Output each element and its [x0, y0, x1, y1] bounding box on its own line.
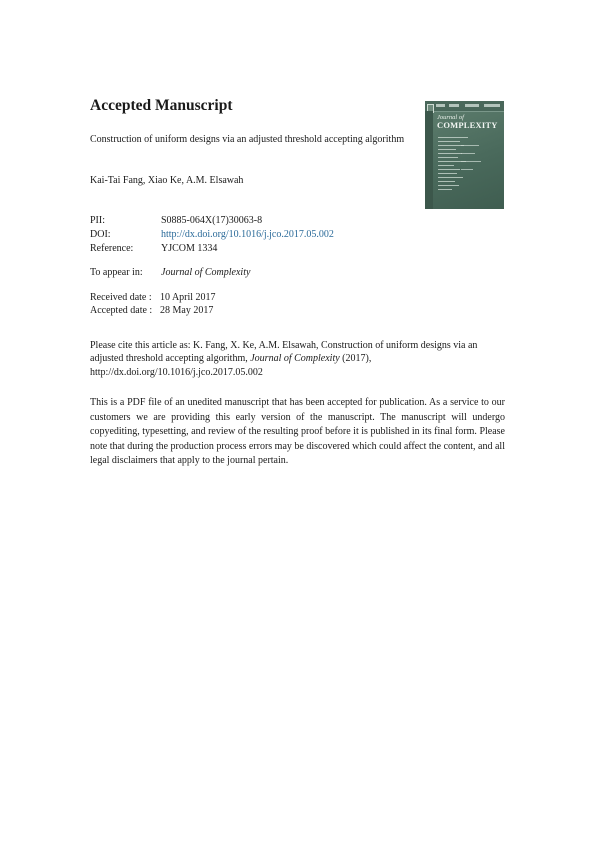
cover-journal-of: Journal of: [437, 114, 464, 121]
pii-value: S0885-064X(17)30063-8: [161, 215, 263, 226]
received-value: 10 April 2017: [160, 292, 216, 303]
citation-paragraph: [90, 339, 510, 379]
appear-journal: Journal of Complexity: [161, 267, 251, 278]
authors: Kai-Tai Fang, Xiao Ke, A.M. Elsawah: [90, 175, 244, 186]
citation-journal: Journal of Complexity: [250, 353, 340, 365]
cover-side-strip: [425, 111, 433, 209]
pii-label: PII:: [90, 215, 105, 226]
citation-text: Please cite this article as: K. Fang, X. Ke, A.M. Elsawah, Construction of uniform designs via an adjusted threshold accepting algorithm,: [90, 340, 478, 365]
citation-doi: (2017), http://dx.doi.org/10.1016/j.jco.2017.05.002: [90, 353, 372, 378]
cover-journal-name: COMPLEXITY: [437, 120, 498, 130]
reference-value: YJCOM 1334: [161, 243, 218, 254]
accepted-row: [90, 304, 213, 317]
doi-row: [90, 228, 334, 241]
page-heading: Accepted Manuscript: [90, 97, 233, 114]
appear-label: To appear in:: [90, 267, 143, 278]
accepted-label: Accepted date :: [90, 305, 153, 316]
pii-row: [90, 214, 262, 227]
doi-label: DOI:: [90, 229, 111, 240]
reference-label: Reference:: [90, 243, 134, 254]
notice-paragraph: This is a PDF file of an unedited manuscript that has been accepted for publication. As a service to our customers we are providing this early version of the manuscript. The manuscript will undergo copyediting, typesetting, and review of the resulting proof before it is published in its final form. Please note that during the production process errors may be discovered which could affect the content, and all legal disclaimers that apply to the journal pertain.: [90, 397, 505, 466]
reference-row: [90, 242, 217, 255]
appear-row: [90, 266, 250, 279]
received-label: Received date :: [90, 292, 152, 303]
journal-cover-image: [425, 101, 504, 209]
received-row: [90, 291, 216, 304]
doi-link[interactable]: http://dx.doi.org/10.1016/j.jco.2017.05.002: [161, 229, 334, 240]
accepted-value: 28 May 2017: [160, 305, 214, 316]
cover-header-bar: [425, 101, 504, 112]
article-title: Construction of uniform designs via an adjusted threshold accepting algorithm: [90, 134, 405, 145]
